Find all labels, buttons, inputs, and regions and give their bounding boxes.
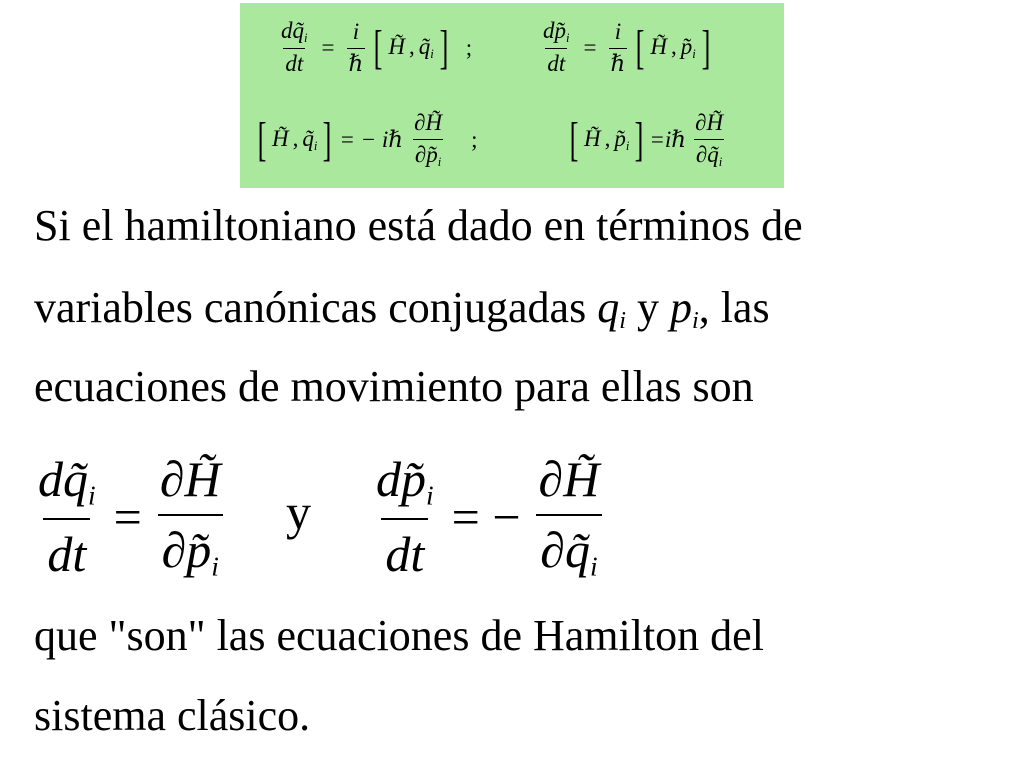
text-line-5: sistema clásico. — [34, 691, 311, 740]
dH-numerator: ∂H̃ — [695, 110, 724, 136]
dp-dt-fraction — [541, 19, 572, 76]
hamilton-p-equation — [368, 446, 607, 588]
comma: , — [604, 126, 611, 152]
dq-denominator: ∂q̃ — [695, 141, 719, 167]
commutator-H-q — [370, 21, 451, 74]
conjunction-y: y — [625, 283, 670, 332]
commutator-p-equation — [566, 101, 730, 179]
text-line-3: ecuaciones de movimiento para ellas son — [34, 362, 754, 411]
text-line-1: Si el hamiltoniano está dado en términos de — [34, 201, 803, 250]
variable-p — [669, 283, 699, 335]
q-tilde: q̃ — [302, 126, 314, 152]
heisenberg-q-equation — [274, 13, 479, 83]
q-subscript: i — [590, 549, 598, 581]
text-line-2-start: variables canónicas conjugadas — [34, 283, 598, 332]
dq-numerator: dq̃ — [38, 451, 88, 508]
hbar-denominator: ℏ — [609, 48, 628, 76]
dp-dt-fraction — [372, 453, 438, 581]
comma: , — [408, 34, 415, 60]
dp-denominator: ∂p̃ — [161, 521, 212, 578]
H-tilde: H̃ — [650, 34, 667, 60]
i-over-hbar-fraction — [347, 20, 366, 75]
q-subscript: i — [718, 154, 723, 169]
commutator-H-p — [566, 113, 647, 166]
dp-numerator: dp̃ — [376, 451, 426, 508]
p-subscript: i — [437, 154, 442, 169]
dp-subscript: i — [566, 31, 570, 46]
equals-sign: = — [583, 35, 597, 60]
dp-denominator: ∂p̃ — [414, 141, 438, 167]
dt-denominator: dt — [545, 48, 567, 76]
dH-dp-fraction — [412, 111, 444, 168]
semicolon: ; — [471, 127, 478, 152]
commutator-H-p — [632, 21, 713, 74]
dt-denominator: dt — [283, 48, 305, 76]
dq-subscript: i — [304, 31, 308, 46]
minus-i-hbar: = − iℏ — [339, 127, 404, 152]
left-bracket: [ — [635, 21, 645, 74]
q-symbol: q — [597, 283, 620, 332]
left-bracket: [ — [257, 113, 267, 166]
q-subscript: i — [313, 138, 318, 153]
p-subscript: i — [691, 307, 699, 335]
dH-dp-fraction — [156, 453, 225, 581]
equals-minus-sign: = − — [451, 489, 521, 545]
dH-numerator: ∂H̃ — [159, 451, 221, 508]
i-numerator: i — [352, 19, 360, 45]
text-line-2-end: , las — [698, 283, 770, 332]
dq-dt-fraction — [34, 453, 100, 581]
formula-box — [240, 3, 784, 188]
dp-numerator: dp̃ — [543, 18, 566, 44]
right-bracket: ] — [701, 21, 711, 74]
p-subscript: i — [625, 138, 630, 153]
p-subscript: i — [426, 479, 434, 511]
dH-numerator: ∂H̃ — [414, 110, 443, 136]
q-subscript: i — [619, 307, 626, 335]
dq-dt-fraction — [279, 19, 310, 76]
heisenberg-p-equation — [536, 13, 714, 83]
commutator-q-equation — [254, 101, 484, 179]
equals-sign: = — [113, 489, 142, 545]
p-symbol: p — [669, 283, 692, 332]
text-line-4: que "son" las ecuaciones de Hamilton del — [34, 611, 764, 660]
conjunction-y-big: y — [286, 484, 311, 540]
dH-dq-fraction — [693, 111, 725, 168]
q-subscript: i — [88, 479, 96, 511]
comma: , — [670, 34, 677, 60]
dt-denominator: dt — [43, 518, 90, 581]
semicolon: ; — [465, 35, 473, 60]
p-tilde: p̃ — [614, 126, 626, 152]
comma: , — [292, 126, 299, 152]
H-tilde: H̃ — [271, 126, 289, 152]
H-tilde: H̃ — [583, 126, 601, 152]
i-hbar: =iℏ — [649, 127, 687, 152]
i-over-hbar-fraction — [609, 20, 628, 75]
H-tilde: H̃ — [388, 34, 405, 60]
left-bracket: [ — [373, 21, 383, 74]
q-subscript: i — [430, 46, 434, 61]
dq-denominator: ∂q̃ — [540, 521, 590, 578]
dH-dq-fraction — [535, 453, 604, 581]
hbar-denominator: ℏ — [347, 48, 366, 76]
q-tilde: q̃ — [418, 34, 431, 60]
dH-numerator: ∂H̃ — [538, 451, 600, 508]
p-subscript: i — [211, 549, 219, 581]
hamilton-q-equation — [30, 446, 229, 588]
equals-sign: = — [321, 35, 335, 60]
dt-denominator: dt — [381, 518, 428, 581]
left-bracket: [ — [569, 113, 579, 166]
i-numerator: i — [614, 19, 622, 45]
right-bracket: ] — [322, 113, 332, 166]
right-bracket: ] — [634, 113, 644, 166]
p-tilde: p̃ — [680, 34, 693, 60]
dq-numerator: dq̃ — [281, 18, 304, 44]
variable-q — [597, 283, 626, 335]
commutator-H-q — [254, 113, 335, 166]
text-line-2 — [34, 283, 770, 335]
p-subscript: i — [692, 46, 696, 61]
right-bracket: ] — [439, 21, 449, 74]
